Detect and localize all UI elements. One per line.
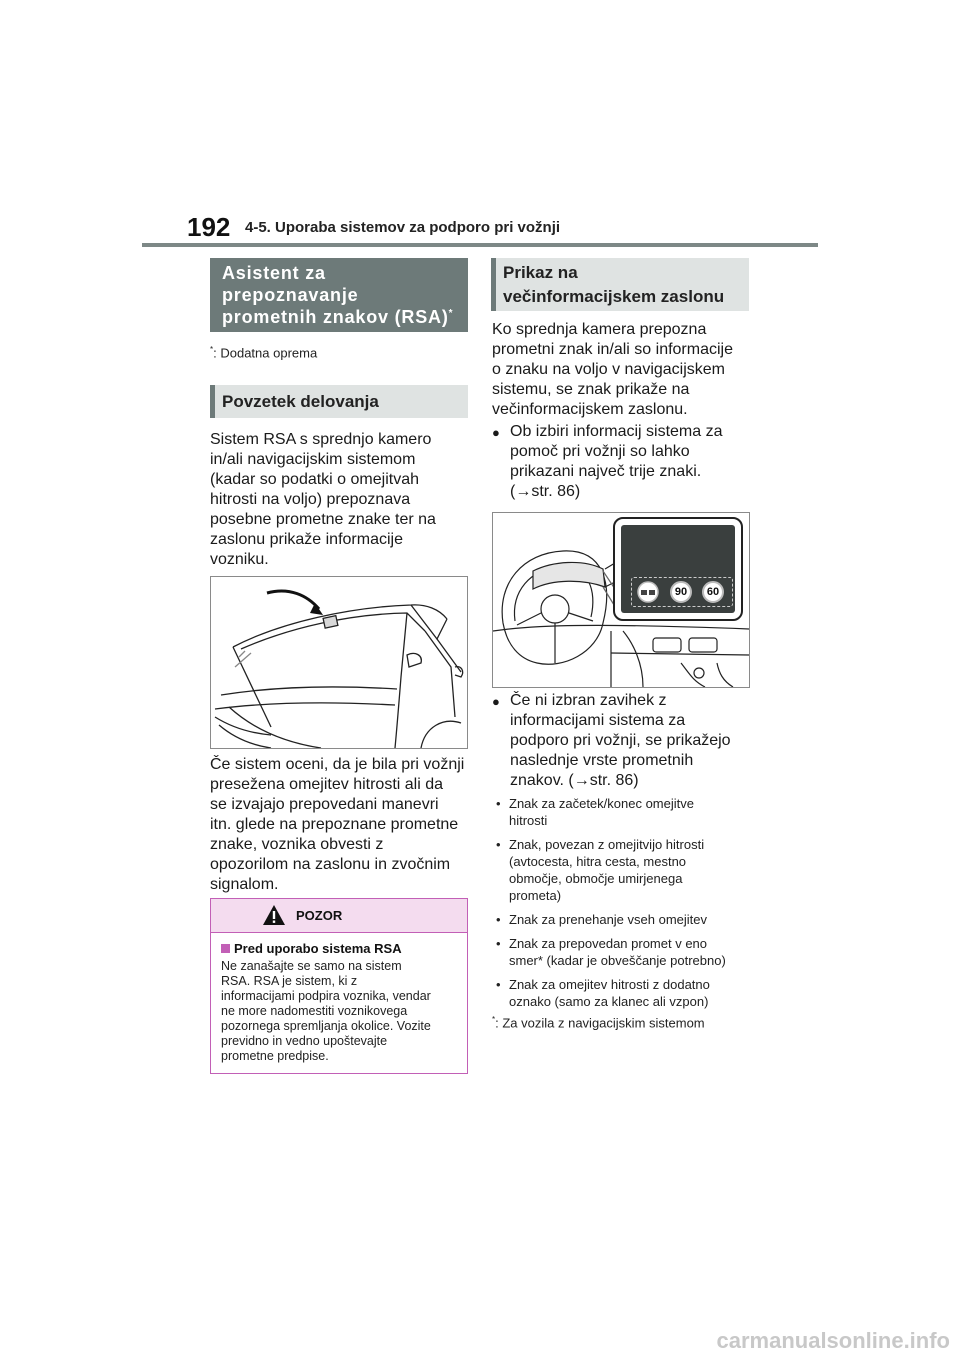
list-item: • Znak za omejitev hitrosti z dodatno oznako (samo za klanec ali vzpon): [496, 976, 758, 1010]
sign-frame: [631, 577, 733, 607]
rsa-heading-line: prepoznavanje: [222, 285, 359, 305]
header-rule: [142, 243, 818, 247]
multi-info-display: [621, 525, 735, 613]
rsa-heading-line: prometnih znakov (RSA)*: [222, 307, 454, 327]
dashboard-display-illustration: [492, 512, 750, 688]
display-heading: Prikaz na večinformacijskem zaslonu: [491, 258, 749, 311]
list-item: • Znak za prenehanje vseh omejitev: [496, 911, 758, 928]
bullet-dot-icon: ●: [492, 425, 500, 440]
warning-triangle-icon: [262, 904, 286, 926]
rsa-warning-description: Če sistem oceni, da je bila pri vožnji presežena omejitev hitrosti ali da se izvajajo prepovedani manevri itn. glede na prepoznane prometne znake, voznika obvesti z opozorilom na zaslonu in zvočnim signalom.: [210, 756, 465, 893]
page-number: 192: [187, 212, 231, 242]
square-bullet-icon: [221, 944, 230, 953]
section-title: 4-5. Uporaba sistemov za podporo pri vožnji: [245, 219, 561, 236]
bullet-sign-types: ● Če ni izbran zavihek z informacijami sistema za podporo pri vožnji, se prikažejo naslednje vrste prometnih znakov. (→str. 86): [492, 692, 731, 789]
caution-header: [211, 899, 467, 933]
speed-limit-60-sign: 60: [702, 581, 724, 603]
summary-heading: Povzetek delovanja: [210, 385, 468, 418]
display-callout: [613, 517, 743, 621]
navigation-footnote: *: Za vozila z navigacijskim sistemom: [492, 1015, 705, 1031]
option-footnote: *: Dodatna oprema: [210, 345, 318, 361]
watermark: carmanualsonline.info: [716, 1328, 950, 1353]
no-overtaking-sign-icon: [637, 581, 659, 603]
caution-label: POZOR: [296, 908, 343, 923]
caution-box: [210, 898, 468, 1074]
speed-limit-90-sign: 90: [670, 581, 692, 603]
bullet-dot-icon: ●: [492, 694, 500, 709]
windshield-camera-illustration: [210, 576, 468, 749]
sign-type-list: [496, 795, 758, 1017]
caution-subtitle: Pred uporabo sistema RSA: [221, 941, 402, 956]
rsa-description: Sistem RSA s sprednjo kamero in/ali navigacijskim sistemom (kadar so podatki o omejitvah hitrosti na voljo) prepoznava posebne prometne znake ter na zaslonu prikaže informacije vozniku.: [210, 431, 436, 568]
heading-footnote-mark: *: [448, 308, 454, 319]
list-item: • Znak za začetek/konec omejitve hitrosti: [496, 795, 758, 829]
list-item: • Znak za prepovedan promet v eno smer* (kadar je obveščanje potrebno): [496, 935, 758, 969]
display-intro: Ko sprednja kamera prepozna prometni znak in/ali so informacije o znaku na voljo v navigacijskem sistemu, se znak prikaže na večinformacijskem zaslonu.: [492, 321, 733, 418]
caution-text: Ne zanašajte se samo na sistem RSA. RSA je sistem, ki z informacijami podpira voznika, vendar ne more nadomestiti voznikovega pozornega spremljanja okolice. Vozite previdno in vedno upoštevajte prometne predpise.: [221, 959, 431, 1063]
bullet-max-signs: ● Ob izbiri informacij sistema za pomoč pri vožnji so lahko prikazani največ trije znaki. (→str. 86): [492, 423, 723, 500]
rsa-heading: [210, 258, 468, 332]
list-item: • Znak, povezan z omejitvijo hitrosti (avtocesta, hitra cesta, mestno območje, območje umirjenega prometa): [496, 836, 758, 904]
rsa-heading-line: Asistent za: [222, 263, 326, 283]
